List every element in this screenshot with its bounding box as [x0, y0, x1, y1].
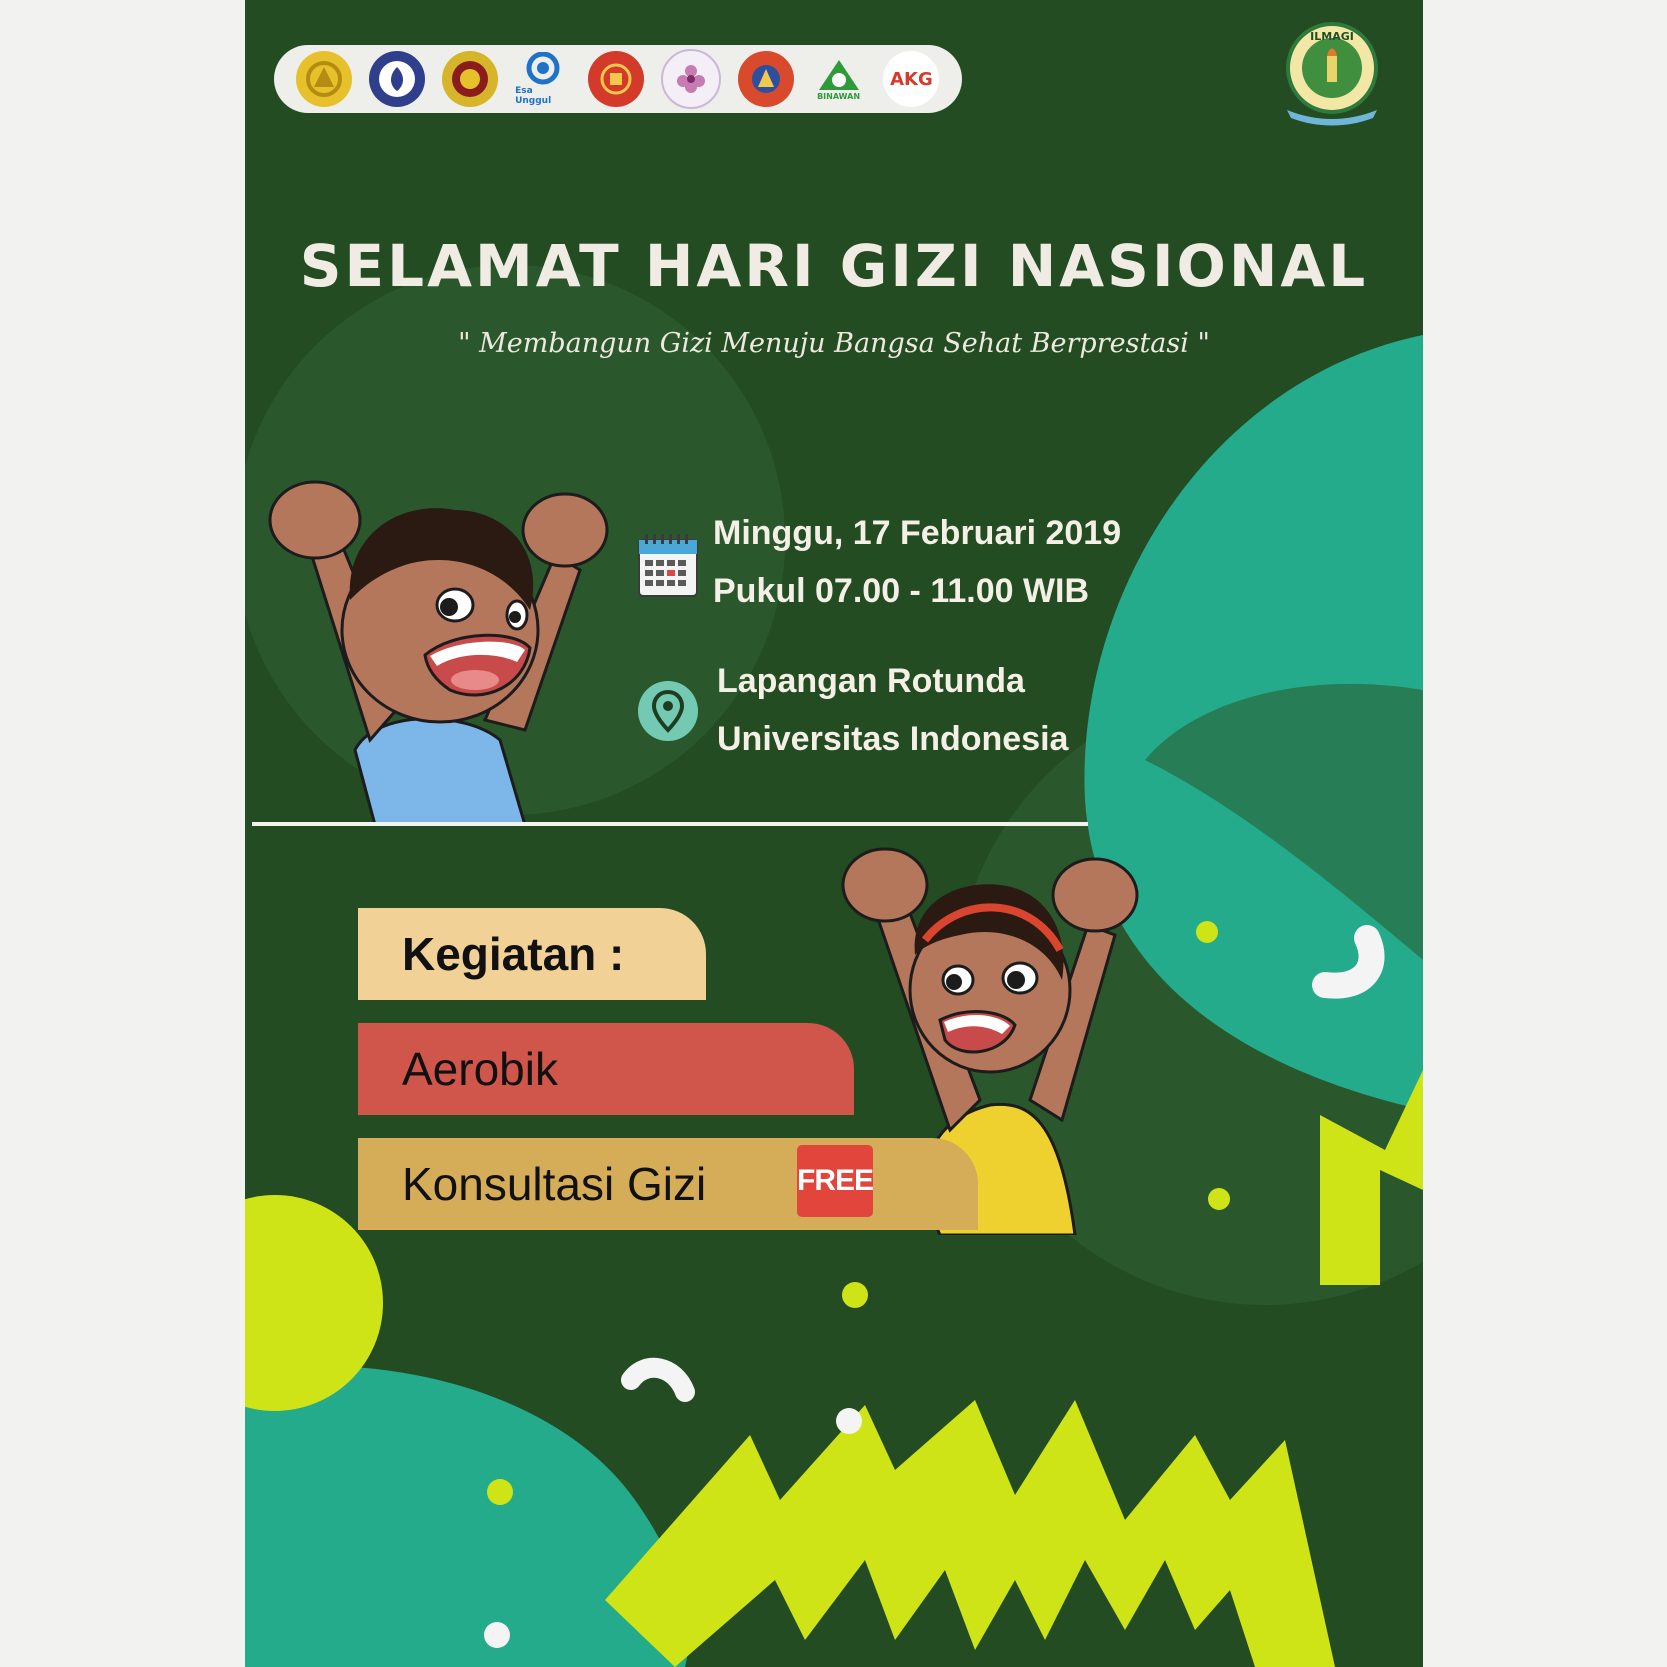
activity-label: Aerobik [402, 1043, 558, 1095]
activities-heading-label: Kegiatan : [402, 928, 625, 980]
esa-unggul-logo: Esa Unggul [515, 51, 571, 107]
event-time: Pukul 07.00 - 11.00 WIB [713, 572, 1090, 610]
red-blue-seal-logo [738, 51, 794, 107]
university-seal-logo [442, 51, 498, 107]
calendar-icon [637, 532, 699, 598]
teal-blob-bottom-left [245, 1366, 688, 1667]
activity-item-konsultasi-gizi [358, 1138, 978, 1230]
tagline: " Membangun Gizi Menuju Bangsa Sehat Berprestasi " [458, 328, 1210, 359]
binawan-logo: BINAWAN [811, 51, 867, 107]
partner-logos-bar [274, 45, 962, 113]
venue-line-2: Universitas Indonesia [717, 720, 1069, 758]
map-pin-icon [637, 680, 699, 742]
ilmagi-logo-text: ILMAGI [1310, 30, 1354, 43]
divider [252, 822, 1088, 826]
activity-label: Konsultasi Gizi [402, 1158, 707, 1210]
activity-item-aerobik [358, 1023, 854, 1115]
lime-zigzag [605, 1400, 1335, 1667]
flower-seal-logo [661, 49, 721, 109]
universitas-indonesia-logo [296, 51, 352, 107]
activities-heading [358, 908, 706, 1000]
free-badge: FREE [797, 1145, 873, 1217]
akg-logo: AKG [883, 51, 939, 107]
venue-line-1: Lapangan Rotunda [717, 662, 1025, 700]
red-seal-logo [588, 51, 644, 107]
page-title: SELAMAT HARI GIZI NASIONAL [299, 232, 1369, 300]
event-date: Minggu, 17 Februari 2019 [713, 514, 1122, 552]
institut-pertanian-bogor-logo [369, 51, 425, 107]
ilmagi-logo [1277, 18, 1387, 128]
boy-illustration [255, 480, 615, 825]
white-arc-bottom [631, 1368, 685, 1392]
poster [245, 0, 1423, 1667]
